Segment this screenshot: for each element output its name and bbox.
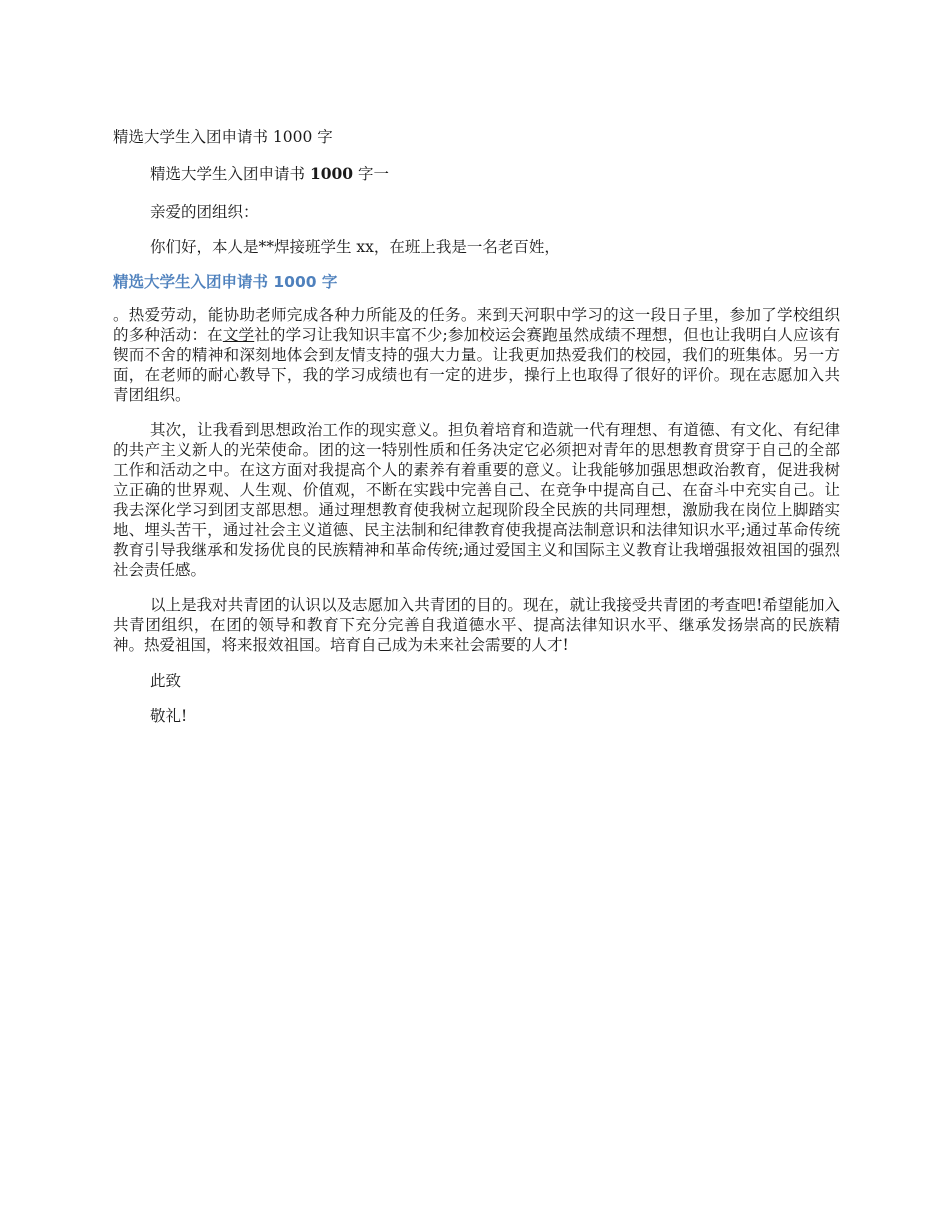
paragraph-3: 以上是我对共青团的认识以及志愿加入共青团的目的。现在，就让我接受共青团的考查吧!希望能加入共青团组织，在团的领导和教育下充分完善自我道德水平、提高法律知识水平、继承发扬崇高的民族精神。热爱祖国，将来报效祖国。培育自己成为未来社会需要的人才! [113,596,840,654]
closing-regards: 敬礼! [150,707,188,725]
document-page [113,126,840,727]
document-title: 精选大学生入团申请书 1000 字 [113,128,333,146]
paragraph-1-text-a: 。热爱劳动，能协助老师完成各种力所能及的任务。来到天河职中学习的这一段日子里，参加了学校组织的多种活动：在 [113,306,840,344]
intro-line: 你们好，本人是**焊接班学生 xx，在班上我是一名老百姓， [150,238,560,256]
subtitle-suffix: 字一 [353,165,390,183]
greeting: 亲爱的团组织： [150,203,259,221]
paragraph-1-text-b: 社的学习让我知识丰富不少;参加校运会赛跑虽然成绩不理想，但也让我明白人应该有锲而不舍的精神和深刻地体会到友情支持的强大力量。让我更加热爱我们的校园，我们的班集体。另一方面，在老师的耐心教导下，我的学习成绩也有一定的进步，操行上也取得了很好的评价。现在志愿加入共青团组织。 [113,326,840,404]
paragraph-1 [113,305,840,405]
document-subtitle [113,163,840,185]
section-heading: 精选大学生入团申请书 1000 字 [113,273,338,291]
literature-link[interactable]: 文学 [222,326,255,344]
paragraph-2: 其次，让我看到思想政治工作的现实意义。担负着培育和造就一代有理想、有道德、有文化、有纪律的共产主义新人的光荣使命。团的这一特别性质和任务决定它必须把对青年的思想教育贯穿于自己的全部工作和活动之中。在这方面对我提高个人的素养有着重要的意义。让我能够加强思想政治教育，促进我树立正确的世界观、人生观、价值观，不断在实践中完善自己、在竞争中提高自己、在奋斗中充实自己。让我去深化学习到团支部思想。通过理想教育使我树立起现阶段全民族的共同理想，激励我在岗位上脚踏实地、埋头苦干，通过社会主义道德、民主法制和纪律教育使我提高法制意识和法律知识水平;通过革命传统教育引导我继承和发扬优良的民族精神和革命传统;通过爱国主义和国际主义教育让我增强报效祖国的强烈社会责任感。 [113,421,840,579]
subtitle-text: 精选大学生入团申请书 [150,165,310,183]
closing-salutation: 此致 [150,672,182,690]
subtitle-number: 1000 [309,164,354,183]
